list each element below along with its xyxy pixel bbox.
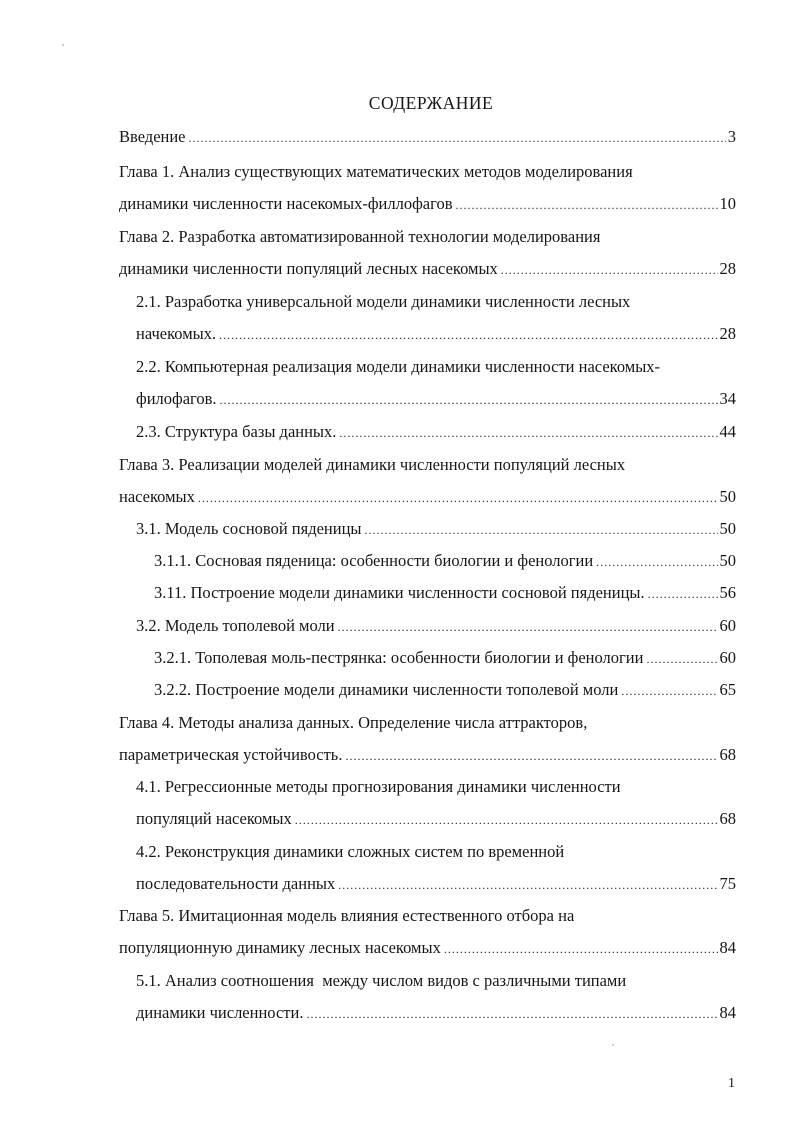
toc-entry-page: 50 — [719, 519, 736, 538]
toc-entry-page: 50 — [719, 551, 736, 570]
toc-entry-chapter-1-line1: Глава 1. Анализ существующих математических методов моделирования — [119, 162, 633, 181]
dot-leader — [306, 999, 717, 1029]
toc-entry-3-1-1 — [154, 546, 736, 576]
dot-leader — [219, 320, 717, 350]
toc-entry-text: популяционную динамику лесных насекомых — [119, 938, 441, 957]
toc-entry-chapter-3 — [119, 482, 736, 512]
scan-speck — [62, 44, 64, 46]
toc-entry-page: 60 — [719, 648, 736, 667]
toc-entry-chapter-2 — [119, 254, 736, 284]
toc-entry-chapter-5-line1: Глава 5. Имитационная модель влияния естественного отбора на — [119, 906, 575, 925]
toc-entry-4-2 — [136, 869, 736, 899]
page-number: 1 — [728, 1076, 735, 1091]
dot-leader — [345, 741, 717, 771]
toc-entry-page: 3 — [727, 127, 736, 146]
toc-title: СОДЕРЖАНИЕ — [368, 93, 494, 113]
toc-entry-page: 28 — [719, 324, 736, 343]
toc-entry-chapter-4 — [119, 740, 736, 770]
toc-entry-text: 2.3. Структура базы данных. — [136, 422, 337, 441]
toc-entry-text: 3.2.2. Построение модели динамики численности тополевой моли — [154, 680, 619, 699]
toc-entry-page: 34 — [719, 389, 736, 408]
dot-leader — [338, 612, 718, 642]
toc-entry-3-1 — [136, 514, 736, 544]
dot-leader — [596, 547, 717, 577]
dot-leader — [339, 418, 717, 448]
toc-entry-chapter-2-line1: Глава 2. Разработка автоматизированной технологии моделирования — [119, 227, 601, 246]
toc-entry-page: 28 — [719, 259, 736, 278]
toc-entry-page: 10 — [719, 194, 736, 213]
toc-entry-text: последовательности данных — [136, 874, 336, 893]
toc-entry-2-1-line1: 2.1. Разработка универсальной модели динамики численности лесных — [136, 292, 631, 311]
toc-entry-chapter-3-line1: Глава 3. Реализации моделей динамики численности популяций лесных — [119, 455, 626, 474]
toc-entry-text: динамики численности насекомых-филлофагов — [119, 194, 453, 213]
toc-entry-text: Введение — [119, 127, 186, 146]
dot-leader — [365, 515, 718, 545]
toc-entry-text: 3.2.1. Тополевая моль-пестрянка: особенности биологии и фенологии — [154, 648, 644, 667]
toc-entry-page: 68 — [719, 809, 736, 828]
toc-entry-text: начекомых. — [136, 324, 217, 343]
toc-entry-chapter-5 — [119, 933, 736, 963]
toc-entry-page: 75 — [719, 874, 736, 893]
dot-leader — [198, 483, 718, 513]
toc-entry-page: 65 — [719, 680, 736, 699]
toc-entry-text: динамики численности. — [136, 1003, 304, 1022]
toc-entry-page: 68 — [719, 745, 736, 764]
toc-entry-introduction — [119, 122, 736, 152]
toc-entry-text: параметрическая устойчивость. — [119, 745, 343, 764]
toc-entry-5-1 — [136, 998, 736, 1028]
dot-leader — [501, 255, 718, 285]
toc-entry-chapter-4-line1: Глава 4. Методы анализа данных. Определение числа аттракторов, — [119, 713, 588, 732]
toc-entry-page: 84 — [719, 938, 736, 957]
dot-leader — [295, 805, 718, 835]
toc-entry-2-2 — [136, 384, 736, 414]
toc-entry-text: насекомых — [119, 487, 195, 506]
toc-entry-2-1 — [136, 319, 736, 349]
dot-leader — [646, 644, 717, 674]
toc-entry-page: 60 — [719, 616, 736, 635]
toc-entry-4-1 — [136, 804, 736, 834]
toc-entry-page: 84 — [719, 1003, 736, 1022]
dot-leader — [648, 579, 718, 609]
dot-leader — [189, 123, 726, 153]
toc-entry-2-3 — [136, 417, 736, 447]
toc-entry-2-2-line1: 2.2. Компьютерная реализация модели динамики численности насекомых- — [136, 357, 661, 376]
toc-entry-3-2-2 — [154, 675, 736, 705]
toc-entry-text: популяций насекомых — [136, 809, 292, 828]
toc-entry-3-2 — [136, 611, 736, 641]
toc-entry-3-11 — [154, 578, 736, 608]
toc-entry-text: 3.2. Модель тополевой моли — [136, 616, 335, 635]
toc-entry-4-1-line1: 4.1. Регрессионные методы прогнозирования динамики численности — [136, 777, 621, 796]
toc-entry-4-2-line1: 4.2. Реконструкция динамики сложных систем по временной — [136, 842, 565, 861]
toc-entry-text: 3.11. Построение модели динамики численности сосновой пяденицы. — [154, 583, 645, 602]
toc-entry-text: 3.1.1. Сосновая пяденица: особенности биологии и фенологии — [154, 551, 594, 570]
toc-entry-page: 56 — [719, 583, 736, 602]
toc-entry-text: динамики численности популяций лесных насекомых — [119, 259, 498, 278]
dot-leader — [444, 934, 718, 964]
toc-entry-3-2-1 — [154, 643, 736, 673]
toc-entry-page: 44 — [719, 422, 736, 441]
toc-entry-text: филофагов. — [136, 389, 217, 408]
toc-entry-chapter-1 — [119, 189, 736, 219]
toc-entry-5-1-line1: 5.1. Анализ соотношения между числом видов с различными типами — [136, 971, 627, 990]
scan-speck — [612, 1044, 614, 1046]
dot-leader — [338, 870, 717, 900]
dot-leader — [621, 676, 717, 706]
toc-entry-text: 3.1. Модель сосновой пяденицы — [136, 519, 362, 538]
dot-leader — [220, 385, 718, 415]
toc-entry-page: 50 — [719, 487, 736, 506]
dot-leader — [455, 190, 717, 220]
